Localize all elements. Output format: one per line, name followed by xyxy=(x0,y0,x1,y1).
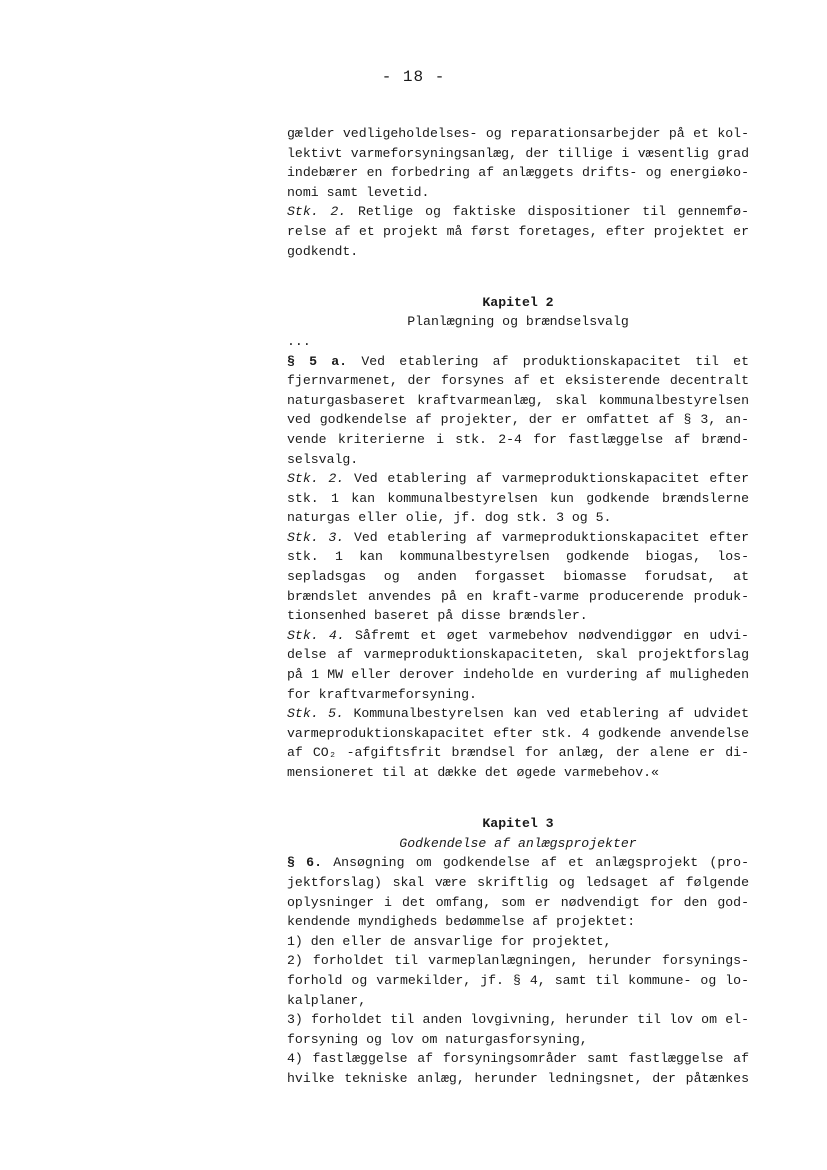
text-line: Stk. 3. Ved etablering af varmeproduktionskapacitet efter xyxy=(287,529,749,545)
ellipsis: ... xyxy=(287,333,311,349)
chapter-heading: Kapitel 3 xyxy=(482,816,554,832)
text-line: af CO₂ -afgiftsfrit brændsel for anlæg, der alene er di- xyxy=(287,745,749,761)
text-line: kendende myndigheds bedømmelse af projektet: xyxy=(287,914,636,930)
text-line: gælder vedligeholdelses- og reparationsarbejder på et kol- xyxy=(287,126,749,141)
stk-label: Stk. 4. xyxy=(287,627,345,643)
text-line: brændslet anvendes på en kraft-varme producerende produk- xyxy=(287,588,749,604)
text-line: selsvalg. xyxy=(287,451,359,467)
list-item: kalplaner, xyxy=(287,992,367,1008)
text-line: Stk. 2. Ved etablering af varmeproduktionskapacitet efter xyxy=(287,471,749,487)
text-line: lektivt varmeforsyningsanlæg, der tillige i væsentlig grad xyxy=(287,145,749,161)
paragraph-label: § 6. xyxy=(287,855,322,871)
text-line: ved godkendelse af projekter, der er omfattet af § 3, an- xyxy=(287,412,749,428)
text-line: § 6. Ansøgning om godkendelse af et anlægsprojekt (pro- xyxy=(287,855,749,871)
list-item: 3) forholdet til anden lovgivning, herunder til lov om el- xyxy=(287,1012,749,1028)
text-line: tionsenhed baseret på disse brændsler. xyxy=(287,608,588,624)
paragraph-label: § 5 a. xyxy=(287,353,348,369)
page-number: - 18 - xyxy=(381,68,446,86)
text-line: nomi samt levetid. xyxy=(287,184,430,200)
stk-label: Stk. 3. xyxy=(287,529,345,545)
text-line: for kraftvarmeforsyning. xyxy=(287,686,477,702)
chapter-subheading: Planlægning og brændselsvalg xyxy=(407,314,629,330)
stk-label: Stk. 2. xyxy=(287,204,347,220)
text-line: stk. 1 kan kommunalbestyrelsen godkende biogas, los- xyxy=(287,549,749,565)
text-line: godkendt. xyxy=(287,243,359,259)
text-line: naturgas eller olie, jf. dog stk. 3 og 5. xyxy=(287,510,612,526)
text-line: sepladsgas og anden forgasset biomasse forudsat, at xyxy=(287,569,749,585)
text-line: Stk. 2. Retlige og faktiske dispositioner til gennemfø- xyxy=(287,204,749,220)
list-item: forhold og varmekilder, jf. § 4, samt til kommune- og lo- xyxy=(287,972,749,988)
text-line: indebærer en forbedring af anlæggets drifts- og energiøko- xyxy=(287,165,749,181)
list-item: 4) fastlæggelse af forsyningsområder samt fastlæggelse af xyxy=(287,1051,749,1067)
list-item: 1) den eller de ansvarlige for projektet, xyxy=(287,933,612,949)
text-line: stk. 1 kan kommunalbestyrelsen kun godkende brændslerne xyxy=(287,490,749,506)
text-line: på 1 MW eller derover indeholde en vurdering af muligheden xyxy=(287,667,749,683)
text-line: fjernvarmenet, der forsynes af et eksisterende decentralt xyxy=(287,373,749,389)
text-line: Stk. 4. Såfremt et øget varmebehov nødvendiggør en udvi- xyxy=(287,627,749,643)
list-item: hvilke tekniske anlæg, herunder ledningsnet, der påtænkes xyxy=(287,1070,749,1086)
text-line: vende kriterierne i stk. 2-4 for fastlæggelse af brænd- xyxy=(287,431,749,447)
text-line: delse af varmeproduktionskapaciteten, skal projektforslag xyxy=(287,647,749,663)
chapter-heading: Kapitel 2 xyxy=(482,294,554,310)
text-line: mensioneret til at dække det øgede varmebehov.« xyxy=(287,765,659,780)
text-line: jektforslag) skal være skriftlig og ledsaget af følgende xyxy=(287,874,749,890)
stk-label: Stk. 5. xyxy=(287,706,344,722)
body-text xyxy=(287,124,749,1089)
text-line: relse af et projekt må først foretages, efter projektet er xyxy=(287,223,749,239)
text-line: naturgasbaseret kraftvarmeanlæg, skal kommunalbestyrelsen xyxy=(287,392,749,408)
text-line: § 5 a. Ved etablering af produktionskapacitet til et xyxy=(287,353,750,369)
list-item: 2) forholdet til varmeplanlægningen, herunder forsynings- xyxy=(287,953,749,969)
list-item: forsyning og lov om naturgasforsyning, xyxy=(287,1031,588,1047)
text-line: varmeproduktionskapacitet efter stk. 4 godkende anvendelse xyxy=(287,725,749,741)
chapter-subheading: Godkendelse af anlægsprojekter xyxy=(399,835,637,851)
stk-label: Stk. 2. xyxy=(287,471,345,487)
text-line: Stk. 5. Kommunalbestyrelsen kan ved etablering af udvidet xyxy=(287,706,749,722)
text-line: oplysninger i det omfang, som er nødvendigt for den god- xyxy=(287,894,749,910)
